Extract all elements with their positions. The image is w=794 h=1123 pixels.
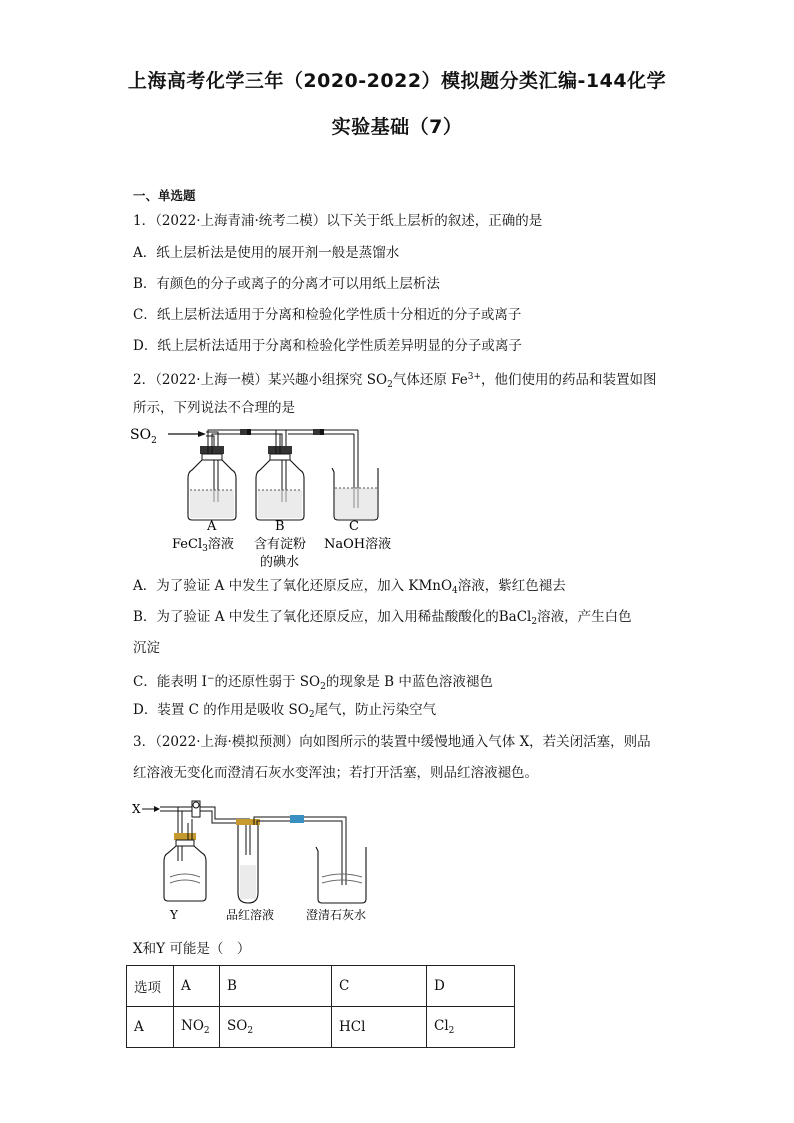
q2-option-c: C．能表明 I−的还原性弱于 $SO_2$的现象是 B 中蓝色溶液褪色 [133, 674, 493, 692]
q1-option-c: C．纸上层析法适用于分离和检验化学性质十分相近的分子或离子 [133, 307, 522, 323]
clamp-2 [313, 429, 324, 435]
q1-stem: 1．（2022·上海青浦·统考二模）以下关于纸上层析的叙述，正确的是 [133, 213, 543, 229]
table-row [127, 1007, 515, 1048]
label-y: Y [170, 908, 178, 922]
table-header-cell: C [332, 966, 427, 1007]
table-cell: $SO_2$ [220, 1007, 332, 1048]
q1-option-d: D．纸上层析法适用于分离和检验化学性质差异明显的分子或离子 [133, 338, 522, 354]
table-header-cell: 选项 [127, 966, 174, 1007]
q2-option-a: A．为了验证 A 中发生了氧化还原反应，加入 KMnO$_4$溶液，紫红色褪去 [133, 578, 566, 596]
bottle-a [188, 446, 236, 520]
q2-option-b-cont: 沉淀 [133, 640, 160, 656]
q3-apparatus-figure [130, 795, 380, 925]
label-c-solution: NaOH溶液 [324, 537, 392, 552]
label-c: C [349, 519, 359, 534]
q2-stem-line2: 所示，下列说法不合理的是 [133, 400, 295, 416]
q2-option-b: B．为了验证 A 中发生了氧化还原反应，加入用稀盐酸酸化的BaCl$_2$溶液，产生白色 [133, 609, 632, 627]
beaker-c [332, 468, 378, 520]
label-b: B [275, 519, 285, 534]
stopcock [192, 801, 200, 817]
table-header-cell: A [174, 966, 220, 1007]
label-a-solution: FeCl$_3$溶液 [172, 537, 234, 554]
q3-stem: 3．（2022·上海·模拟预测）向如图所示的装置中缓慢地通入气体 X，若关闭活塞，则品 [133, 734, 651, 750]
clamp-1 [240, 429, 251, 435]
page-title-line2: 实验基础（7） [331, 116, 463, 138]
table-header-cell: B [220, 966, 332, 1007]
label-tube-solution: 品红溶液 [226, 908, 275, 922]
bottle-b [256, 430, 304, 520]
label-b-solution-2: 的碘水 [260, 555, 300, 570]
so2-gas-label: $SO_2$ [130, 427, 157, 446]
test-tube [236, 817, 290, 903]
q1-option-a: A．纸上层析法是使用的展开剂一般是蒸馏水 [133, 245, 400, 261]
q3-options-table [126, 965, 515, 1048]
q2-option-d: D．装置 C 的作用是吸收 $SO_2$尾气，防止污染空气 [133, 702, 437, 720]
table-cell: $NO_2$ [174, 1007, 220, 1048]
label-b-solution-1: 含有淀粉 [254, 537, 307, 552]
table-cell: HCl [332, 1007, 427, 1048]
table-header-cell: D [427, 966, 515, 1007]
table-cell: $Cl_2$ [427, 1007, 515, 1048]
q2-stem: 2．（2022·上海一模）某兴趣小组探究 $SO_2$气体还原 $Fe^{3+}$，他们使用的药品和装置如图 [133, 372, 657, 390]
bottle-y [164, 819, 206, 901]
label-beaker-solution: 澄清石灰水 [306, 908, 367, 922]
q3-stem-line2: 红溶液无变化而澄清石灰水变浑浊；若打开活塞，则品红溶液褪色。 [133, 765, 538, 781]
beaker-limewater [316, 847, 366, 903]
q3-question: X和Y 可能是（ ） [133, 941, 251, 957]
gas-x-label: X [132, 802, 141, 816]
section-heading: 一、单选题 [133, 188, 196, 203]
page-title: 上海高考化学三年（2020-2022）模拟题分类汇编-144化学 [127, 70, 667, 92]
table-header-row [127, 966, 515, 1007]
label-a: A [207, 519, 217, 534]
q1-option-b: B．有颜色的分子或离子的分离才可以用纸上层析法 [133, 276, 440, 292]
q2-apparatus-figure [128, 420, 418, 570]
table-row-label: A [127, 1007, 174, 1048]
rubber-connector [290, 815, 304, 823]
